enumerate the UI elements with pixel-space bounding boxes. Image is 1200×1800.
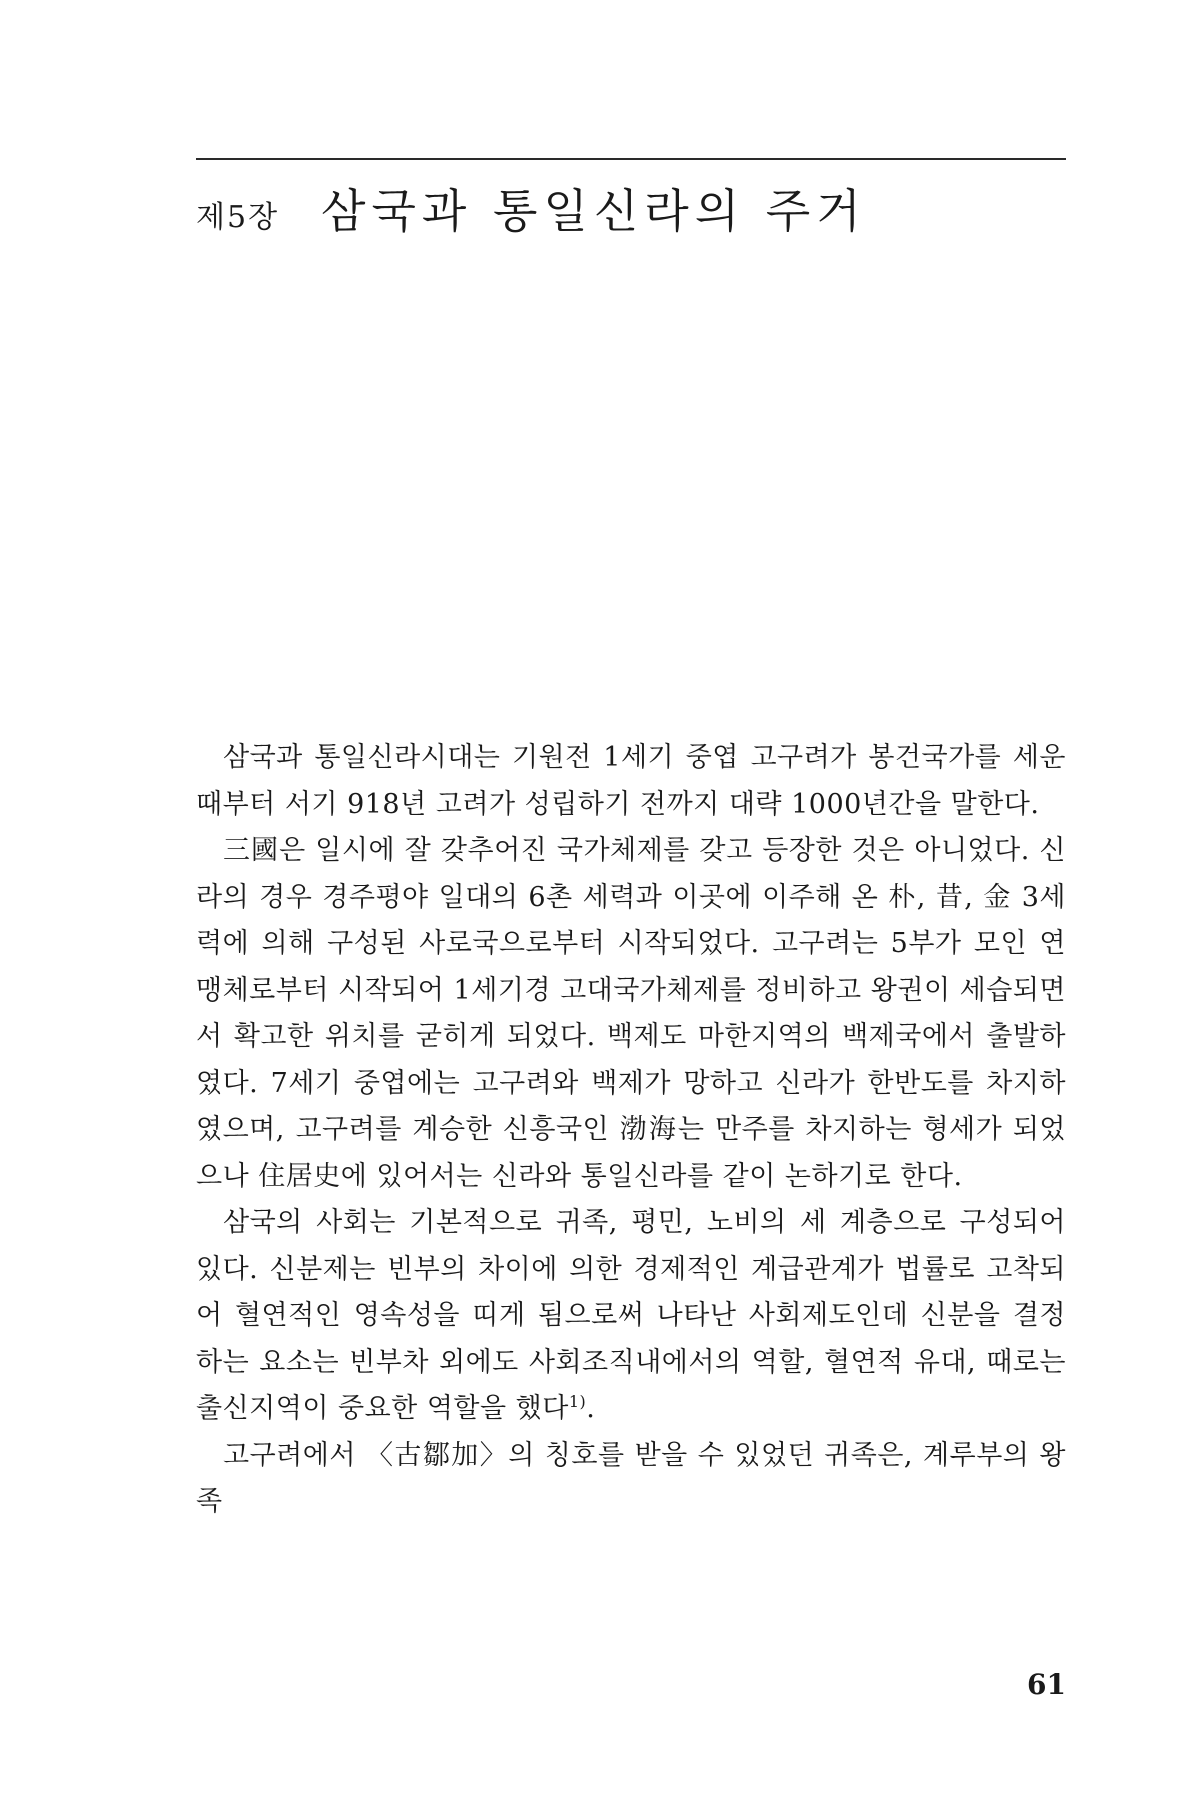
top-rule — [196, 158, 1066, 160]
paragraph — [196, 828, 1066, 1200]
paragraph — [196, 1433, 1066, 1526]
paragraph-text: 삼국의 사회는 기본적으로 귀족, 평민, 노비의 세 계층으로 구성되어 있다. 신분제는 빈부의 차이에 의한 경제적인 계급관계가 법률로 고착되어 혈연적인 영속성을 띠게 됨으로써 나타난 사회제도인데 신분을 결정하는 요소는 빈부차 외에도 사회조직내에서의 역할, 혈연적 유대, 때로는 출신지역이 중요한 역할을 했다 — [196, 1207, 1066, 1424]
paragraph-text-end: . — [586, 1393, 596, 1424]
chapter-label: 제5장 — [196, 200, 280, 235]
paragraph-text: 三國은 일시에 잘 갖추어진 국가체제를 갖고 등장한 것은 아니었다. 신라의 경우 경주평야 일대의 6촌 세력과 이곳에 이주해 온 朴, 昔, 金 3세력에 의해 구성된 사로국으로부터 시작되었다. 고구려는 5부가 모인 연맹체로부터 시작되어 1세기경 고대국가체제를 정비하고 왕권이 세습되면서 확고한 위치를 굳히게 되었다. 백제도 마한지역의 백제국에서 출발하였다. 7세기 중엽에는 고구려와 백제가 망하고 신라가 한반도를 차지하였으며, 고구려를 계승한 신흥국인 渤海는 만주를 차지하는 형세가 되었으나 住居史에 있어서는 신라와 통일신라를 같이 논하기로 한다. — [196, 835, 1066, 1192]
chapter-title: 삼국과 통일신라의 주거 — [321, 184, 867, 238]
paragraph — [196, 1200, 1066, 1433]
body-text — [196, 735, 1066, 1526]
paragraph-text: 고구려에서 〈古鄒加〉의 칭호를 받을 수 있었던 귀족은, 계루부의 왕족 — [196, 1439, 1066, 1517]
paragraph — [196, 735, 1066, 828]
footnote-ref[interactable]: 1) — [568, 1392, 587, 1411]
chapter-heading — [196, 175, 1066, 245]
paragraph-text: 삼국과 통일신라시대는 기원전 1세기 중엽 고구려가 봉건국가를 세운 때부터 서기 918년 고려가 성립하기 전까지 대략 1000년간을 말한다. — [196, 742, 1066, 820]
page-number: 61 — [1027, 1668, 1066, 1701]
